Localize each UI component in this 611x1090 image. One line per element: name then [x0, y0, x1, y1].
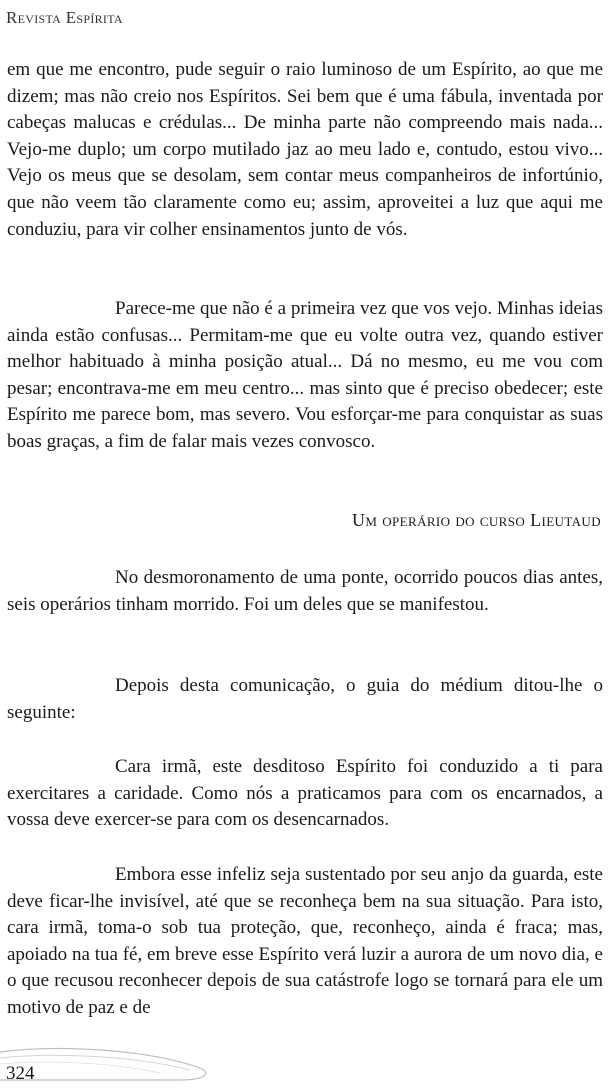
paragraph-1: em que me encontro, pude seguir o raio luminoso de um Espírito, ao que me dizem; mas não creio nos Espíritos. Sei bem que é uma fábula, inventada por cabeças malucas e crédulas... De minha parte não compreendo mais nada... Vejo-me duplo; um corpo mutilado jaz ao meu lado e, contudo, estou vivo... Vejo os meus que se desolam, sem contar meus companheiros de infortúnio, que não veem tão claramente como eu; assim, aproveitei a luz que aqui me conduziu, para vir colher ensinamentos junto de vós. [7, 59, 603, 240]
paragraph-4: Depois desta comunicação, o guia do médium ditou-lhe o seguinte: [7, 675, 603, 723]
page-number: 324 [6, 1063, 35, 1084]
section-title: Um operário do curso Lieutaud [351, 510, 601, 530]
running-header: Revista Espírita [6, 8, 123, 27]
paragraph-6: Embora esse infeliz seja sustentado por seu anjo da guarda, este deve ficar-lhe invisível, até que se reconheça bem na sua situação. Para isto, cara irmã, toma-o sob tua proteção, que, reconheço, ainda é fraca; mas, apoiado na tua fé, em breve esse Espírito verá luzir a aurora de um novo dia, e o que recusou reconhecer depois de sua catástrofe logo se tornará para ele um motivo de paz e de [7, 864, 603, 1018]
paragraph-3: No desmoronamento de uma ponte, ocorrido poucos dias antes, seis operários tinham morrido. Foi um deles que se manifestou. [7, 567, 603, 615]
paragraph-2: Parece-me que não é a primeira vez que vos vejo. Minhas ideias ainda estão confusas... Permitam-me que eu volte outra vez, quando estiver melhor habituado à minha posição atual... Dá no mesmo, eu me vou com pesar; encontrava-me em meu centro... mas sinto que é preciso obedecer; este Espírito me parece bom, mas severo. Vou esforçar-me para conquistar as suas boas graças, a fim de falar mais vezes convosco. [7, 298, 603, 452]
paragraph-5: Cara irmã, este desditoso Espírito foi conduzido a ti para exercitares a caridade. Como nós a praticamos para com os encarnados, a vossa deve exercer-se para com os desencarnados. [7, 756, 603, 831]
